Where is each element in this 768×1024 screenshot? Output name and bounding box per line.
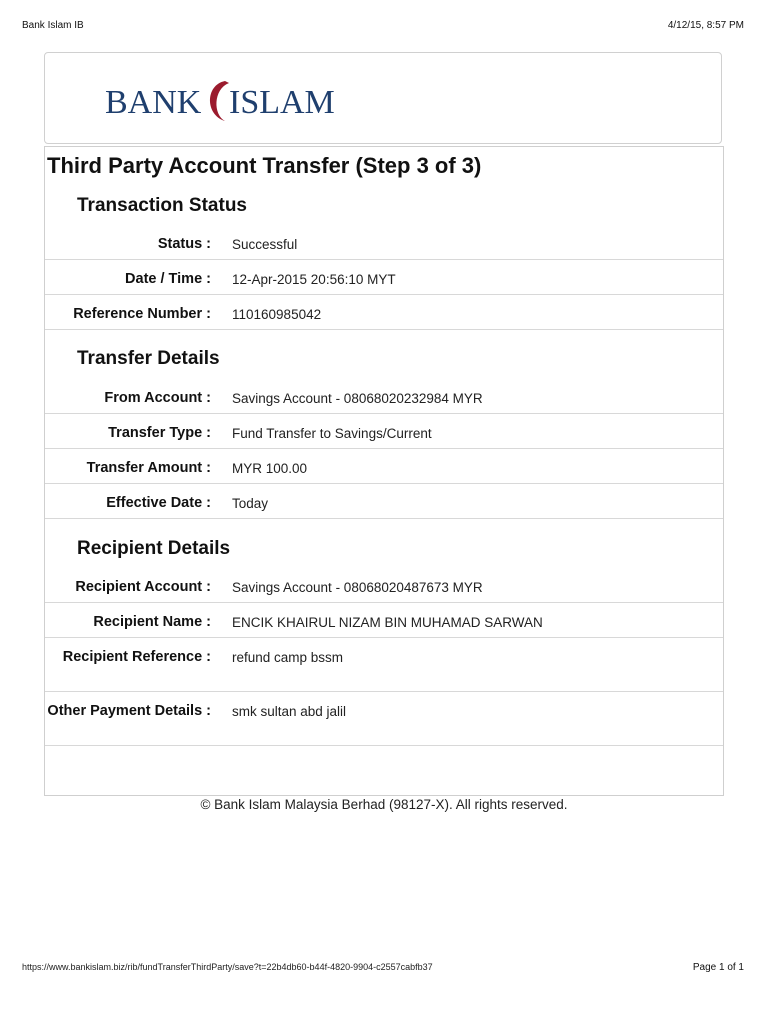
label-from-account: From Account : [104,390,211,406]
print-header-datetime: 4/12/15, 8:57 PM [667,20,744,31]
section-title-recipient-details: Recipient Details [77,538,231,559]
value-effective-date: Today [232,496,269,511]
row-reference-number [45,295,723,330]
label-transfer-amount: Transfer Amount : [86,460,211,476]
row-effective-date [45,484,723,519]
row-transfer-amount [45,449,723,484]
value-transfer-type: Fund Transfer to Savings/Current [232,426,432,441]
row-recipient-name [45,603,723,638]
print-header-title: Bank Islam IB [22,20,84,31]
section-title-transaction-status: Transaction Status [77,195,247,216]
value-recipient-account: Savings Account - 08068020487673 MYR [232,580,483,595]
print-footer-page: Page 1 of 1 [692,962,744,973]
transfer-receipt-card [44,146,724,796]
section-title-transfer-details: Transfer Details [77,348,220,369]
label-effective-date: Effective Date : [106,495,211,511]
bank-islam-logo [105,71,345,127]
row-recipient-account [45,568,723,603]
value-recipient-name: ENCIK KHAIRUL NIZAM BIN MUHAMAD SARWAN [232,615,543,630]
logo-text-islam: ISLAM [229,84,335,121]
row-date-time [45,260,723,295]
crescent-icon [210,81,229,121]
logo-text-bank: BANK [105,84,202,121]
row-other-payment-details [45,692,723,746]
label-recipient-name: Recipient Name : [93,614,211,630]
value-other-payment-details: smk sultan abd jalil [232,704,347,719]
label-recipient-reference: Recipient Reference : [62,649,211,665]
label-date-time: Date / Time : [125,271,211,287]
label-status: Status : [157,236,211,252]
row-transfer-type [45,414,723,449]
value-transfer-amount: MYR 100.00 [232,461,308,476]
value-date-time: 12-Apr-2015 20:56:10 MYT [232,272,396,287]
page-title: Third Party Account Transfer (Step 3 of 3) [47,153,482,178]
logo-panel [44,52,722,144]
value-reference-number: 110160985042 [232,307,322,322]
value-from-account: Savings Account - 08068020232984 MYR [232,391,483,406]
label-reference-number: Reference Number : [73,306,211,322]
label-recipient-account: Recipient Account : [75,579,211,595]
print-footer-url: https://www.bankislam.biz/rib/fundTransferThirdParty/save?t=22b4db60-b44f-4820-9904-c2557cabfb37 [22,962,433,972]
row-recipient-reference [45,638,723,692]
value-recipient-reference: refund camp bssm [232,650,344,665]
value-status: Successful [232,237,298,252]
copyright-text: © Bank Islam Malaysia Berhad (98127-X). All rights reserved. [200,797,568,812]
label-transfer-type: Transfer Type : [108,425,211,441]
row-status [45,225,723,260]
row-from-account [45,379,723,414]
label-other-payment-details: Other Payment Details : [47,703,211,719]
